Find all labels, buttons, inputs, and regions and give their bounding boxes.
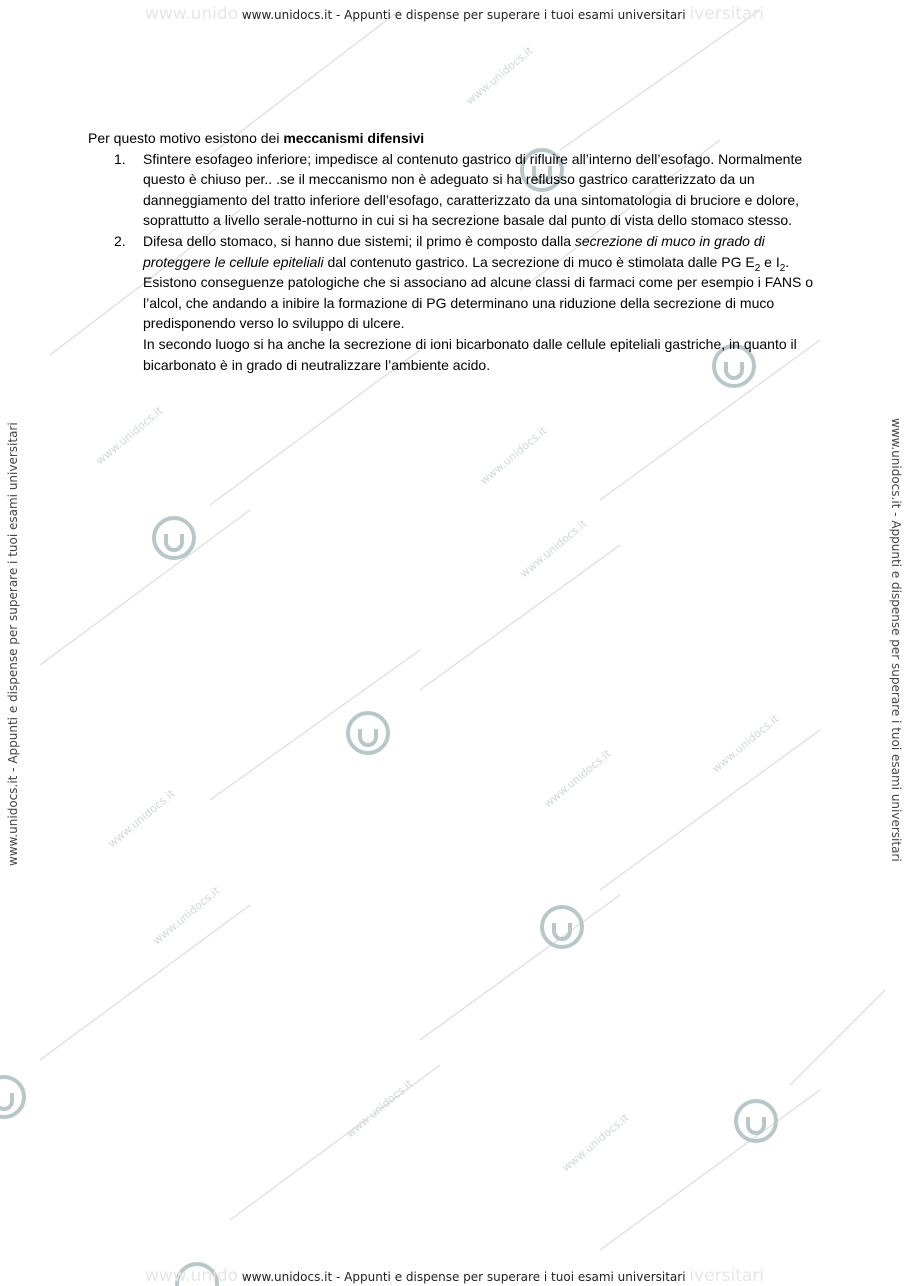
subscript: 2 xyxy=(754,262,761,274)
watermark-banner-text: www.unidocs.it - Appunti e dispense per superare i tuoi esami universitari xyxy=(241,8,686,22)
wm-diag-2: www.unidocs.it xyxy=(93,404,166,468)
intro-prefix: Per questo motivo esistono dei xyxy=(88,130,284,146)
document-body xyxy=(88,128,828,375)
item-italic: secrezione di muco in grado di proteggere le cellule epiteliali xyxy=(143,232,765,270)
item-paragraph xyxy=(143,231,828,334)
subscript: 2 xyxy=(779,262,786,274)
item-text-c: e I xyxy=(760,253,780,270)
wm-diag-4: www.unidocs.it xyxy=(517,517,590,581)
wm-diag-5: www.unidocs.it xyxy=(709,712,782,776)
intro-line xyxy=(88,128,828,149)
watermark-right-banner: www.unidocs.it - Appunti e dispense per superare i tuoi esami universitari xyxy=(889,418,903,862)
watermark-ghost-left: www.unido xyxy=(145,1266,239,1286)
list-number: 2. xyxy=(114,232,126,249)
item-text-d: . Esistono conseguenze patologiche che si associano ad alcune classi di farmaci come per esempio i FANS o l’alcol, che andando a inibire la formazione di PG determinano una riduzione della secrezione di muco predisponendo verso lo sviluppo di ulcere. xyxy=(143,253,814,332)
item-text: Sfintere esofageo inferiore; impedisce al contenuto gastrico di rifluire all’interno dell’esofago. Normalmente questo è chiuso per.. .se il meccanismo non è adeguato si ha reflusso gastrico caratterizzato da un danneggiamento del tratto inferiore dell’esofago, caratterizzato da una sintomatologia di bruciore e dolore, soprattutto a livello serale-notturno in cui si ha secrezione basale dal punto di vista dello stomaco stesso. xyxy=(143,150,803,229)
wm-diag-6: www.unidocs.it xyxy=(105,787,178,851)
intro-bold: meccanismi difensivi xyxy=(283,130,425,146)
wm-diag-3: www.unidocs.it xyxy=(477,424,550,488)
wm-diag-7: www.unidocs.it xyxy=(541,747,614,811)
watermark-top-banner xyxy=(0,4,909,24)
watermark-banner-text: www.unidocs.it - Appunti e dispense per superare i tuoi esami universitari xyxy=(241,1270,686,1284)
watermark-ghost-left: www.unido xyxy=(145,4,239,24)
watermark-ghost-right: iversitari xyxy=(689,1266,764,1286)
item-paragraph-2: In secondo luogo si ha anche la secrezione di ioni bicarbonato dalle cellule epiteliali gastriche, in quanto il bicarbonato è in grado di neutralizzare l’ambiente acido. xyxy=(143,335,797,373)
wm-diag-9: www.unidocs.it xyxy=(343,1077,416,1141)
wm-diag-10: www.unidocs.it xyxy=(559,1111,632,1175)
wm-diag-1: www.unidocs.it xyxy=(463,44,536,108)
item-text-b: dal contenuto gastrico. La secrezione di muco è stimolata dalle PG E xyxy=(323,253,755,270)
wm-diag-8: www.unidocs.it xyxy=(150,884,223,948)
defense-list xyxy=(88,149,828,376)
watermark-bottom-banner xyxy=(0,1266,909,1286)
list-item xyxy=(88,149,828,231)
list-item xyxy=(88,231,828,375)
watermark-ghost-right: iversitari xyxy=(689,4,764,24)
list-number: 1. xyxy=(114,150,126,167)
watermark-left-banner: www.unidocs.it - Appunti e dispense per superare i tuoi esami universitari xyxy=(6,422,20,866)
item-text-a: Difesa dello stomaco, si hanno due sistemi; il primo è composto dalla xyxy=(143,232,575,249)
